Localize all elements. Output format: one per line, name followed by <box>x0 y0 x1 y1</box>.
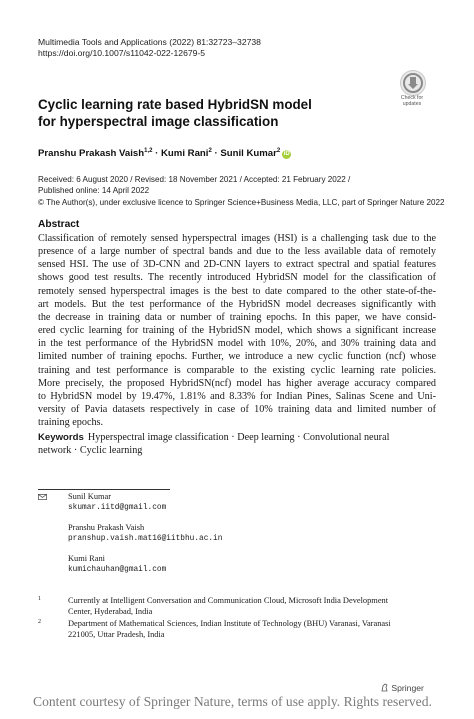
abstract-line: Classification of remotely sensed hyperspectral images (HSI) is a challenging task due to the <box>38 233 436 244</box>
footnote-number: 2 <box>38 619 41 625</box>
contact-name: Pranshu Prakash Vaish <box>68 523 145 532</box>
envelope-icon <box>38 494 47 500</box>
author-name[interactable]: Sunil Kumar <box>220 148 277 160</box>
keywords-line-1: Hyperspectral image classification · Deep learning · Convolutional neural <box>87 432 390 443</box>
abstract-line: sensed HSI. The use of 3D-CNN and 2D-CNN layers to extract spectral and spatial features <box>38 259 436 271</box>
check-for-updates-icon <box>400 70 426 96</box>
check-for-updates-badge[interactable] <box>395 70 429 107</box>
keywords-section <box>38 431 436 457</box>
footnote-line: Currently at Intelligent Conversation and Communication Cloud, Microsoft India Development <box>68 596 389 605</box>
orcid-icon[interactable]: iD <box>283 151 290 158</box>
footnote-line: Department of Mathematical Sciences, Indian Institute of Technology (BHU) Varanasi, Varanasi <box>68 619 391 628</box>
keywords-line-2: network · Cyclic learning <box>38 445 143 457</box>
title-line-1: Cyclic learning rate based HybridSN model <box>38 97 312 112</box>
abstract-body <box>38 232 436 429</box>
keywords-label: Keywords <box>38 432 84 443</box>
contact-list <box>38 492 338 582</box>
contact-entry <box>68 492 166 514</box>
title-line-2: for hyperspectral image classification <box>38 114 279 129</box>
author-affiliation-sup: 2 <box>208 148 212 154</box>
author-affiliation-sup: 2 <box>276 148 281 154</box>
footnote-number: 1 <box>38 596 41 602</box>
contact-name: Kumi Rani <box>68 554 105 563</box>
springer-logo <box>380 683 424 693</box>
abstract-line: in the test performance of the HybridSN model with 10%, 20%, and 30% training data and <box>38 338 436 350</box>
springer-horse-icon <box>380 683 389 692</box>
courtesy-notice: Content courtesy of Springer Nature, terms of use apply. Rights reserved. <box>33 694 432 709</box>
author-separator: · <box>211 148 221 160</box>
contact-entry <box>68 523 222 545</box>
abstract-line: remotely sensed hyperspectral images is the best to date compared to the other state-of-the- <box>38 285 436 297</box>
abstract-line: presence of a large number of spectral bands and due to the less available data of remotely <box>38 246 436 258</box>
footnote-line: 221005, Uttar Pradesh, India <box>68 629 165 639</box>
abstract-line: to HybridSN model by 19.47%, 1.81% and 8.33% for Indian Pines, Salinas Scene and Uni- <box>38 390 436 402</box>
contact-name: Sunil Kumar <box>68 492 112 501</box>
author-name[interactable]: Pranshu Prakash Vaish <box>38 148 145 160</box>
abstract-line: versity of Pavia datasets respectively in case of 10% training data and limited number of <box>38 404 436 416</box>
dates-line-1: Received: 6 August 2020 / Revised: 18 November 2021 / Accepted: 21 February 2022 / <box>38 175 351 184</box>
abstract-line: training epochs. <box>38 417 104 429</box>
footnote-line: Center, Hyderabad, India <box>68 606 153 616</box>
author-list <box>38 148 291 159</box>
doi-link[interactable]: https://doi.org/10.1007/s11042-022-12679-5 <box>38 48 206 58</box>
abstract-line: ered cyclic learning for training of the HybridSN model, which shows a significant increase <box>38 325 436 337</box>
abstract-line: limited number of training epochs. Further, we introduce a new cyclic function (ncf) whose <box>38 351 436 363</box>
journal-header <box>38 37 261 59</box>
abstract-line: art models. But the test performance of the HybridSN model decreases significantly with <box>38 298 436 310</box>
contact-email[interactable]: skumar.iitd@gmail.com <box>68 503 167 512</box>
abstract-line: More precisely, the proposed HybridSN(ncf) model has higher average accuracy compared <box>38 377 436 389</box>
abstract-heading: Abstract <box>38 219 80 230</box>
badge-label-2: updates <box>402 101 422 107</box>
badge-label-1: Check for <box>400 95 424 101</box>
abstract-line: the decrease in training data or number of training epochs. In this paper, we have consid- <box>38 311 436 323</box>
contact-email[interactable]: pranshup.vaish.mat16@iitbhu.ac.in <box>68 534 223 543</box>
footnote-divider <box>38 489 170 490</box>
publication-dates <box>38 174 444 208</box>
journal-citation: Multimedia Tools and Applications (2022) 81:32723–32738 <box>38 37 261 47</box>
author-separator: · <box>152 148 161 160</box>
publisher-name: Springer <box>391 683 424 693</box>
contact-email[interactable]: kumichauhan@gmail.com <box>68 565 167 574</box>
abstract-line: shows good test results. The recently introduced HybridSN model for the classification of <box>38 272 436 284</box>
abstract-line: training and test performance is comparable to the existing cyclic learning rate policies. <box>38 364 436 376</box>
article-title <box>38 96 358 130</box>
contact-entry <box>68 554 166 576</box>
copyright-notice: © The Author(s), under exclusive licence to Springer Science+Business Media, LLC, part of Springer Nature 2022 <box>38 197 445 207</box>
author-name[interactable]: Kumi Rani <box>161 148 209 160</box>
dates-line-2: Published online: 14 April 2022 <box>38 186 150 196</box>
author-affiliation-sup: 1,2 <box>144 148 153 154</box>
